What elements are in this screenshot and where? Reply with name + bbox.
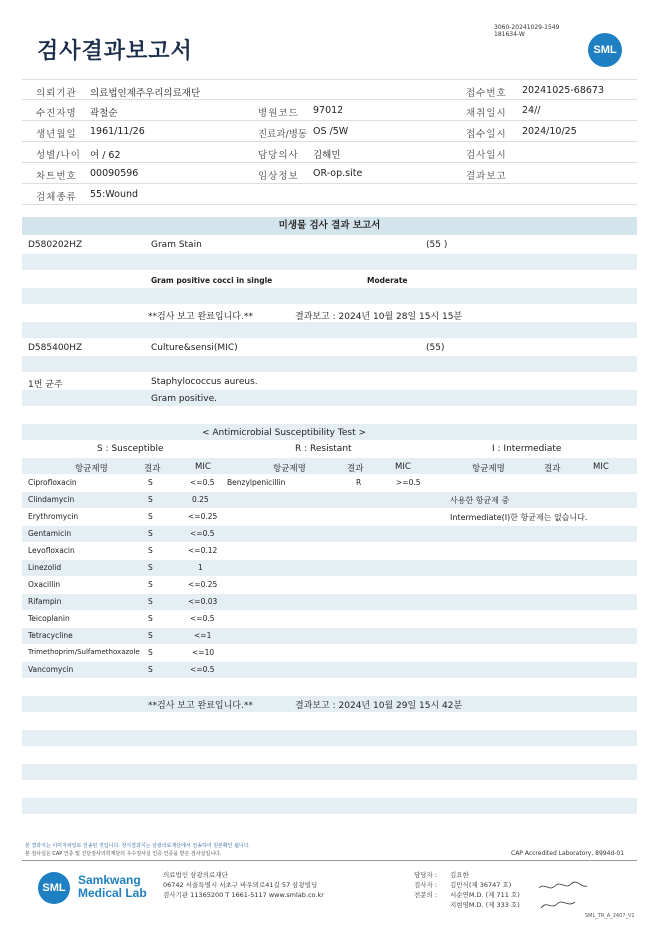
drug-mic: <=10 xyxy=(192,648,215,657)
drug-mic: <=0.5 xyxy=(190,529,215,538)
page-title: 검사결과보고서 xyxy=(37,39,193,64)
drug-mic: <=0.25 xyxy=(188,580,218,589)
drug-mic: 0.25 xyxy=(192,495,209,504)
drug-name: Levofloxacin xyxy=(28,546,75,555)
ast-title: < Antimicrobial Susceptibility Test > xyxy=(202,428,366,438)
document-id-line2: 181634-W xyxy=(494,31,525,38)
drug-name: Tetracycline xyxy=(28,631,73,640)
col-header-mic: MIC xyxy=(593,462,609,472)
drug-mic: <=0.5 xyxy=(190,614,215,623)
report-complete-text: **검사 보고 완료입니다.** xyxy=(148,701,253,711)
col-header-drug: 항균제명 xyxy=(472,464,505,474)
info-label: 담당의사 xyxy=(258,150,299,161)
drug-name: Gentamicin xyxy=(28,529,72,538)
drug-mic: <=0.12 xyxy=(188,546,218,555)
staff-name: 김요한 xyxy=(450,871,469,879)
info-value: 1961/11/26 xyxy=(90,126,145,137)
legend-intermediate: I : Intermediate xyxy=(492,444,562,454)
report-complete-text: **검사 보고 완료입니다.** xyxy=(148,312,253,322)
staff-role xyxy=(414,900,437,910)
brand-line: Samkwang xyxy=(78,873,141,887)
info-value: OR-op.site xyxy=(313,168,363,179)
document-id-line1: 3060-20241029-1549 xyxy=(494,24,560,31)
intermediate-note: 사용한 항균제 중 xyxy=(450,496,510,505)
drug-name: Erythromycin xyxy=(28,512,79,521)
drug-result: S xyxy=(148,597,153,606)
test-code: D580202HZ xyxy=(28,240,83,250)
intermediate-note: Intermediate(I)한 항균제는 없습니다. xyxy=(450,513,588,522)
gram-finding: Gram positive cocci in single xyxy=(151,276,273,285)
document-id xyxy=(494,24,559,38)
info-label: 임상정보 xyxy=(258,171,299,182)
org-name: 의료법인 삼광의료재단 xyxy=(163,871,228,879)
drug-name: Vancomycin xyxy=(28,665,74,674)
info-value: 의료법인제주우리의료재단 xyxy=(90,88,201,99)
staff-role: 검사자 : xyxy=(414,881,438,889)
row-band xyxy=(22,798,637,814)
info-label: 차트번호 xyxy=(36,171,77,182)
info-label: 수진자명 xyxy=(36,108,77,119)
info-label: 채취일시 xyxy=(466,108,507,119)
test-code: D585400HZ xyxy=(28,343,83,353)
row-band xyxy=(22,764,637,780)
organism-label: 1번 균주 xyxy=(28,380,63,390)
table-row xyxy=(22,543,637,560)
table-row xyxy=(22,645,637,662)
info-row xyxy=(22,100,637,121)
col-header-mic: MIC xyxy=(195,462,211,472)
drug-result: S xyxy=(148,478,153,487)
drug-result: S xyxy=(148,512,153,521)
legend-susceptible: S : Susceptible xyxy=(97,444,164,454)
info-row xyxy=(22,163,637,184)
col-header-result: 결과 xyxy=(347,464,364,474)
col-header-drug: 항균제명 xyxy=(75,464,108,474)
drug-result: S xyxy=(148,631,153,640)
test-name: Culture&sensi(MIC) xyxy=(151,343,238,353)
drug-mic: <=0.25 xyxy=(188,512,218,521)
org-contact: 검사기관 11365200 T 1661-5117 www.smlab.co.kr xyxy=(163,891,324,899)
staff-names xyxy=(450,870,520,910)
info-label: 접수번호 xyxy=(466,88,507,99)
info-label: 접수일시 xyxy=(466,129,507,140)
organism-gram: Gram positive. xyxy=(151,394,217,404)
drug-mic: <=0.5 xyxy=(190,665,215,674)
gram-amount: Moderate xyxy=(367,276,408,285)
cap-accreditation: CAP Accredited Laboratory, 8994d-01 xyxy=(511,850,625,857)
info-value: 24// xyxy=(522,105,541,116)
specimen-number: (55 ) xyxy=(426,240,448,250)
table-row xyxy=(22,577,637,594)
org-address: 06742 서울특별시 서초구 바우뫼로41길 57 삼광빌딩 xyxy=(163,881,318,889)
footer-note: 본 결과지는 이미지파일로 전송된 것입니다. 정식결과지는 삼광의료재단에서 전송하여 원본확인 됩니다. xyxy=(25,843,251,849)
form-code: SML_TR_A_2407_V1 xyxy=(585,913,635,919)
info-row xyxy=(22,121,637,142)
info-row xyxy=(22,184,637,205)
col-header-mic: MIC xyxy=(395,462,411,472)
footer-note: 본 검사실은 CAP 인증 및 진단검사의학재단의 우수검사실 인증 인증을 받은 검사실입니다. xyxy=(25,851,222,857)
drug-name: Trimethoprim/Sulfamethoxazole xyxy=(28,648,140,656)
col-header-result: 결과 xyxy=(144,464,161,474)
table-row xyxy=(22,611,637,628)
drug-result: S xyxy=(148,665,153,674)
drug-name: Linezolid xyxy=(28,563,62,572)
row-band xyxy=(22,356,637,372)
staff-role: 담당자 : xyxy=(414,871,438,879)
table-row xyxy=(22,526,637,543)
drug-result: S xyxy=(148,580,153,589)
drug-result: R xyxy=(356,478,362,487)
drug-mic: <=0.03 xyxy=(188,597,218,606)
staff-roles xyxy=(414,870,437,910)
drug-mic: 1 xyxy=(198,563,203,572)
specimen-number: (55) xyxy=(426,343,445,353)
table-row xyxy=(22,662,637,679)
drug-name: Teicoplanin xyxy=(28,614,70,623)
drug-mic: >=0.5 xyxy=(396,478,421,487)
organism-name: Staphylococcus aureus. xyxy=(151,377,258,387)
drug-name: Clindamycin xyxy=(28,495,75,504)
info-value: 김해민 xyxy=(313,150,341,161)
row-band xyxy=(22,730,637,746)
row-band xyxy=(22,322,637,338)
sml-logo: SML xyxy=(588,33,622,67)
signature-image xyxy=(535,878,590,914)
info-value: 2024/10/25 xyxy=(522,126,577,137)
table-row xyxy=(22,492,637,509)
drug-result: S xyxy=(148,546,153,555)
table-row xyxy=(22,475,637,492)
row-band xyxy=(22,288,637,304)
drug-result: S xyxy=(148,529,153,538)
drug-name: Oxacillin xyxy=(28,580,61,589)
info-label: 생년월일 xyxy=(36,129,77,140)
info-value: 55:Wound xyxy=(90,189,139,200)
drug-name: Benzylpenicillin xyxy=(227,478,286,487)
drug-mic: <=0.5 xyxy=(190,478,215,487)
drug-mic: <=1 xyxy=(194,631,212,640)
table-row xyxy=(22,509,637,526)
row-band xyxy=(22,390,637,406)
info-value: 97012 xyxy=(313,105,344,116)
test-name: Gram Stain xyxy=(151,240,202,250)
drug-result: S xyxy=(148,563,153,572)
info-label: 검체종류 xyxy=(36,192,77,203)
info-label: 결과보고 xyxy=(466,171,507,182)
col-header-result: 결과 xyxy=(544,464,561,474)
info-label: 의뢰기관 xyxy=(36,88,77,99)
col-header-drug: 항균제명 xyxy=(273,464,306,474)
info-label: 검사일시 xyxy=(466,150,507,161)
info-value: 여 / 62 xyxy=(90,150,121,161)
info-label: 성별/나이 xyxy=(36,150,81,161)
staff-name: 서순연M.D. (제 711 호) xyxy=(450,891,520,899)
info-label: 병원코드 xyxy=(258,108,299,119)
table-row xyxy=(22,594,637,611)
org-info xyxy=(163,870,324,900)
brand-line: Medical Lab xyxy=(78,886,147,900)
table-row xyxy=(22,628,637,645)
info-label: 진료과/병동 xyxy=(258,129,308,140)
info-value: 00090596 xyxy=(90,168,139,179)
info-value: OS /5W xyxy=(313,126,349,137)
staff-role: 전문의 : xyxy=(414,891,438,899)
table-row xyxy=(22,560,637,577)
info-row xyxy=(22,142,637,163)
staff-name: 김민식(제 36747 호) xyxy=(450,881,512,889)
drug-name: Ciprofloxacin xyxy=(28,478,77,487)
sml-logo: SML xyxy=(38,872,70,904)
legend-resistant: R : Resistant xyxy=(295,444,352,454)
drug-name: Rifampin xyxy=(28,597,62,606)
info-value: 곽철순 xyxy=(90,108,118,119)
info-row xyxy=(22,79,637,100)
drug-result: S xyxy=(148,648,153,657)
drug-result: S xyxy=(148,495,153,504)
staff-name: 지현영M.D. (제 333 호) xyxy=(450,901,520,909)
report-date: 결과보고 : 2024년 10월 28일 15시 15분 xyxy=(295,312,463,322)
section-title: 미생물 검사 결과 보고서 xyxy=(22,217,637,235)
brand-name xyxy=(78,874,147,900)
info-value: 20241025-68673 xyxy=(522,85,605,96)
report-date: 결과보고 : 2024년 10월 29일 15시 42분 xyxy=(295,701,463,711)
row-band xyxy=(22,254,637,270)
drug-result: S xyxy=(148,614,153,623)
footer-divider xyxy=(22,860,637,861)
